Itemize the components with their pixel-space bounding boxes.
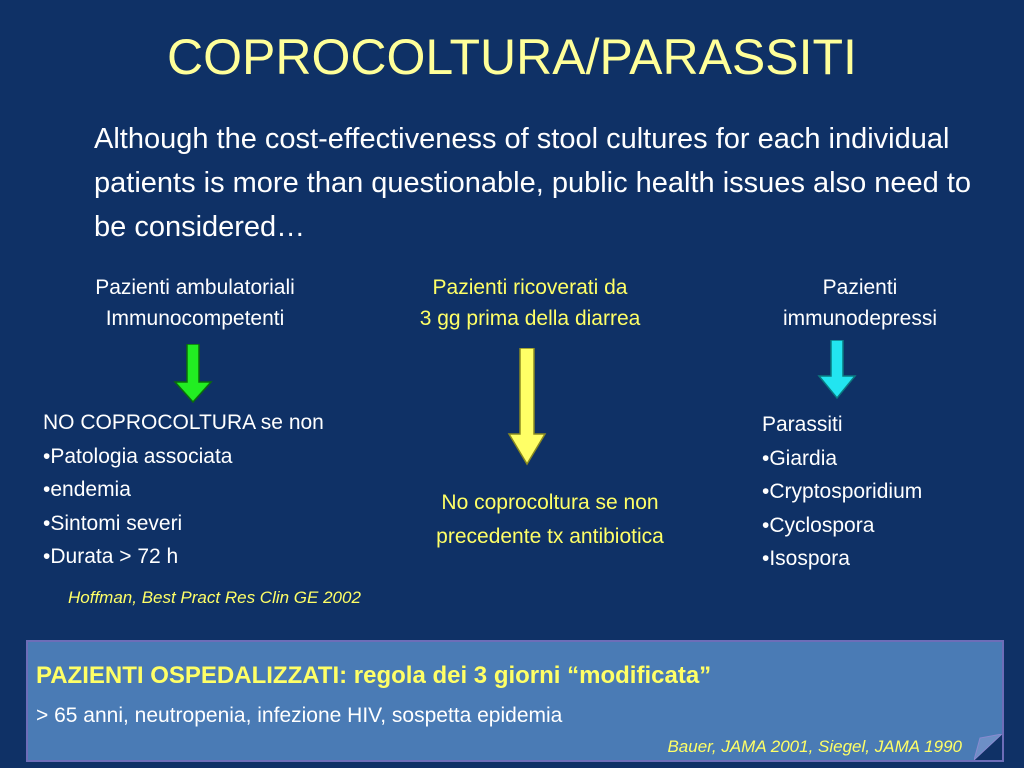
- column-1-header: [40, 272, 350, 334]
- box-citation: Bauer, JAMA 2001, Siegel, JAMA 1990: [667, 737, 962, 756]
- column-3-list: [762, 408, 1012, 576]
- column-2-header-line2: 3 gg prima della diarrea: [419, 307, 641, 330]
- list-item: •endemia: [43, 478, 131, 501]
- column-2-header-line1: Pazienti ricoverati da: [432, 276, 628, 299]
- list-item: •Cyclospora: [762, 513, 875, 537]
- list-item: •Cryptosporidium: [762, 480, 923, 503]
- column-1-header-line2: Immunocompetenti: [105, 307, 285, 330]
- column-2-result-line1: No coprocoltura se non: [441, 491, 659, 514]
- list-item: •Giardia: [762, 446, 838, 470]
- intro-paragraph: Although the cost-effectiveness of stool cultures for each individual patients is more than questionable, public health issues also need to be considered…: [94, 123, 972, 243]
- column-1-header-line1: Pazienti ambulatoriali: [95, 276, 295, 299]
- column-3-header-line1: Pazienti: [822, 276, 898, 299]
- column-3-header: [740, 272, 980, 334]
- box-heading: PAZIENTI OSPEDALIZZATI: regola dei 3 giorni “modificata”: [36, 662, 712, 689]
- column-3-header-line2: immunodepressi: [782, 307, 938, 330]
- column-2-result-line2: precedente tx antibiotica: [436, 525, 664, 548]
- column-1-list-title: NO COPROCOLTURA se non: [43, 411, 324, 434]
- column-3-list-title: Parassiti: [762, 413, 843, 436]
- cyan-down-arrow-icon: [817, 340, 857, 400]
- list-item: •Isospora: [762, 547, 850, 570]
- green-down-arrow-icon: [173, 344, 213, 404]
- slide-title: COPROCOLTURA/PARASSITI: [167, 29, 857, 85]
- box-text: > 65 anni, neutropenia, infezione HIV, sospetta epidemia: [36, 704, 563, 727]
- column-2-header: [370, 272, 690, 334]
- page-fold-icon: [974, 734, 1002, 760]
- list-item: •Durata > 72 h: [43, 545, 179, 568]
- list-item: •Sintomi severi: [43, 511, 183, 535]
- hospitalized-patients-box: [26, 640, 1004, 762]
- list-item: •Patologia associata: [43, 444, 233, 468]
- column-1-citation: Hoffman, Best Pract Res Clin GE 2002: [68, 588, 361, 607]
- yellow-down-arrow-icon: [507, 348, 547, 466]
- column-2-result: [380, 486, 720, 554]
